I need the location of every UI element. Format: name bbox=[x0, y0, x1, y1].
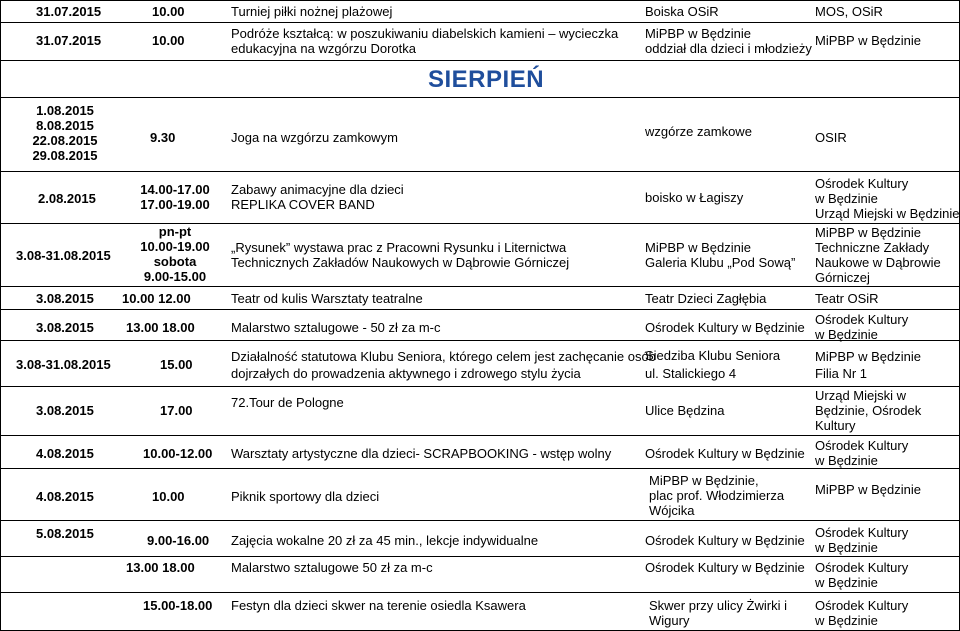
event-time bbox=[130, 182, 220, 212]
event-title bbox=[231, 182, 404, 212]
org-line: Kultury bbox=[815, 418, 856, 433]
row-divider bbox=[0, 435, 960, 436]
event-time: 10.00-12.00 bbox=[143, 446, 213, 461]
event-place: MiPBP w Będzinie bbox=[645, 26, 751, 41]
col-divider bbox=[0, 0, 1, 631]
month-heading: SIERPIEŃ bbox=[428, 66, 545, 93]
event-organizer: OSIR bbox=[815, 130, 847, 145]
place-line: Wójcika bbox=[649, 503, 695, 518]
org-line: w Będzinie bbox=[815, 453, 878, 468]
org-line: Urząd Miejski w bbox=[815, 388, 907, 403]
org-line: Będzinie, Ośrodek bbox=[815, 403, 922, 418]
event-time: 10.00 bbox=[152, 33, 185, 48]
org-line: w Będzinie bbox=[815, 575, 878, 590]
event-title: Zajęcia wokalne 20 zł za 45 min., lekcje indywidualne bbox=[231, 533, 539, 548]
event-place: oddział dla dzieci i młodzieży bbox=[645, 41, 812, 56]
row-divider bbox=[0, 22, 960, 23]
place-line: ul. Stalickiego 4 bbox=[645, 366, 737, 381]
event-title: Malarstwo sztalugowe 50 zł za m-c bbox=[231, 560, 433, 575]
event-time: 17.00 bbox=[160, 403, 193, 418]
place-line: Galeria Klubu „Pod Sową” bbox=[645, 255, 796, 270]
event-title: Piknik sportowy dla dzieci bbox=[231, 489, 380, 504]
time-line: 9.00-15.00 bbox=[143, 269, 207, 284]
org-line: w Będzinie bbox=[815, 613, 878, 628]
event-title bbox=[231, 240, 569, 270]
event-organizer bbox=[815, 176, 960, 221]
event-date: 3.08.2015 bbox=[36, 403, 94, 418]
org-line: Techniczne Zakłady bbox=[815, 240, 930, 255]
event-organizer bbox=[815, 438, 908, 468]
event-date: 4.08.2015 bbox=[36, 446, 94, 461]
event-place: Boiska OSiR bbox=[645, 4, 719, 19]
time-line: pn-pt bbox=[158, 224, 192, 239]
row-divider bbox=[0, 309, 960, 310]
event-place: Ośrodek Kultury w Będzinie bbox=[645, 533, 805, 548]
row-divider bbox=[0, 0, 960, 1]
row-divider bbox=[0, 468, 960, 469]
event-time: 10.00 12.00 bbox=[122, 291, 191, 306]
event-date: 3.08-31.08.2015 bbox=[16, 248, 111, 263]
event-time: 9.00-16.00 bbox=[147, 533, 210, 548]
event-place: boisko w Łagiszy bbox=[645, 190, 744, 205]
event-date: 2.08.2015 bbox=[38, 191, 96, 206]
org-line: Ośrodek Kultury bbox=[815, 598, 909, 613]
title-line: dojrzałych do prowadzenia aktywnego i zdrowego stylu życia bbox=[231, 366, 581, 381]
row-divider bbox=[0, 171, 960, 172]
org-line: w Będzinie bbox=[815, 191, 878, 206]
event-place: Ośrodek Kultury w Będzinie bbox=[645, 560, 805, 575]
row-divider bbox=[0, 592, 960, 593]
date-line: 22.08.2015 bbox=[32, 133, 98, 148]
time-line: 14.00-17.00 bbox=[140, 182, 210, 197]
place-line: Wigury bbox=[649, 613, 690, 628]
event-place bbox=[645, 240, 795, 270]
event-date: 4.08.2015 bbox=[36, 489, 94, 504]
date-line: 1.08.2015 bbox=[36, 103, 94, 118]
org-line: w Będzinie bbox=[815, 540, 878, 555]
date-line: 8.08.2015 bbox=[36, 118, 94, 133]
row-divider bbox=[0, 556, 960, 557]
event-place bbox=[649, 473, 784, 518]
event-place: wzgórze zamkowe bbox=[645, 124, 752, 139]
event-time: 13.00 18.00 bbox=[126, 320, 195, 335]
title-line: „Rysunek” wystawa prac z Pracowni Rysunku i Liternictwa bbox=[231, 240, 567, 255]
event-place: Teatr Dzieci Zagłębia bbox=[645, 291, 767, 306]
place-line: Siedziba Klubu Seniora bbox=[645, 348, 781, 363]
title-line: REPLIKA COVER BAND bbox=[231, 197, 375, 212]
event-organizer bbox=[815, 225, 941, 285]
org-line: Ośrodek Kultury bbox=[815, 438, 909, 453]
event-place bbox=[649, 598, 787, 628]
time-line: 17.00-19.00 bbox=[140, 197, 210, 212]
row-divider bbox=[0, 97, 960, 98]
row-divider bbox=[0, 60, 960, 61]
org-line: MiPBP w Będzinie bbox=[815, 225, 921, 240]
event-organizer: MiPBP w Będzinie bbox=[815, 33, 921, 48]
place-line: MiPBP w Będzinie, bbox=[649, 473, 759, 488]
event-organizer bbox=[815, 312, 908, 342]
event-date: 31.07.2015 bbox=[36, 4, 102, 19]
event-organizer bbox=[815, 560, 908, 590]
event-title: Malarstwo sztalugowe - 50 zł za m-c bbox=[231, 320, 441, 335]
event-title: Teatr od kulis Warsztaty teatralne bbox=[231, 291, 423, 306]
event-organizer bbox=[815, 525, 908, 555]
event-date: 3.08.2015 bbox=[36, 291, 94, 306]
event-title: Joga na wzgórzu zamkowym bbox=[231, 130, 398, 145]
event-title: 72.Tour de Pologne bbox=[231, 395, 344, 410]
event-date: 5.08.2015 bbox=[36, 526, 94, 541]
event-time: 13.00 18.00 bbox=[126, 560, 195, 575]
event-title: edukacyjna na wzgórzu Dorotka bbox=[231, 41, 416, 56]
event-time: 15.00 bbox=[160, 357, 193, 372]
event-organizer: MOS, OSiR bbox=[815, 4, 883, 19]
org-line: MiPBP w Będzinie bbox=[815, 349, 921, 364]
place-line: MiPBP w Będzinie bbox=[645, 240, 751, 255]
event-place: Ośrodek Kultury w Będzinie bbox=[645, 320, 805, 335]
org-line: Ośrodek Kultury bbox=[815, 312, 909, 327]
title-line: Zabawy animacyjne dla dzieci bbox=[231, 182, 404, 197]
event-place: Ośrodek Kultury w Będzinie bbox=[645, 446, 805, 461]
event-time bbox=[130, 224, 220, 284]
place-line: plac prof. Włodzimierza bbox=[649, 488, 785, 503]
time-line: 10.00-19.00 bbox=[140, 239, 210, 254]
org-line: Naukowe w Dąbrowie bbox=[815, 255, 941, 270]
event-date: 3.08.2015 bbox=[36, 320, 94, 335]
event-time: 15.00-18.00 bbox=[143, 598, 213, 613]
event-title: Festyn dla dzieci skwer na terenie osiedla Ksawera bbox=[231, 598, 526, 613]
event-time: 10.00 bbox=[152, 489, 185, 504]
event-title: Turniej piłki nożnej plażowej bbox=[231, 4, 393, 19]
event-title: Podróże kształcą: w poszukiwaniu diabelskich kamieni – wycieczka bbox=[231, 26, 619, 41]
place-line: Skwer przy ulicy Żwirki i bbox=[649, 598, 787, 613]
org-line: Ośrodek Kultury bbox=[815, 176, 909, 191]
event-time: 10.00 bbox=[152, 4, 185, 19]
event-organizer bbox=[815, 598, 908, 628]
row-divider bbox=[0, 520, 960, 521]
event-title: Warsztaty artystyczne dla dzieci- SCRAPBOOKING - wstęp wolny bbox=[231, 446, 612, 461]
event-organizer: Teatr OSiR bbox=[815, 291, 879, 306]
event-place bbox=[645, 348, 780, 381]
org-line: Ośrodek Kultury bbox=[815, 525, 909, 540]
event-organizer bbox=[815, 388, 921, 433]
title-line: Działalność statutowa Klubu Seniora, którego celem jest zachęcanie osób bbox=[231, 349, 656, 364]
date-line: 29.08.2015 bbox=[32, 148, 98, 163]
event-title bbox=[231, 349, 656, 381]
row-divider bbox=[0, 286, 960, 287]
org-line: Urząd Miejski w Będzinie bbox=[815, 206, 960, 221]
event-organizer bbox=[815, 349, 921, 381]
event-place: Ulice Będzina bbox=[645, 403, 725, 418]
event-time: 9.30 bbox=[150, 130, 176, 145]
event-organizer: MiPBP w Będzinie bbox=[815, 482, 921, 497]
org-line: Filia Nr 1 bbox=[815, 366, 868, 381]
title-line: Technicznych Zakładów Naukowych w Dąbrowie Górniczej bbox=[231, 255, 570, 270]
org-line: Górniczej bbox=[815, 270, 870, 285]
event-date: 3.08-31.08.2015 bbox=[16, 357, 111, 372]
org-line: w Będzinie bbox=[815, 327, 878, 342]
event-date: 31.07.2015 bbox=[36, 33, 102, 48]
time-line: sobota bbox=[153, 254, 197, 269]
event-date bbox=[20, 103, 110, 163]
org-line: Ośrodek Kultury bbox=[815, 560, 909, 575]
row-divider bbox=[0, 386, 960, 387]
